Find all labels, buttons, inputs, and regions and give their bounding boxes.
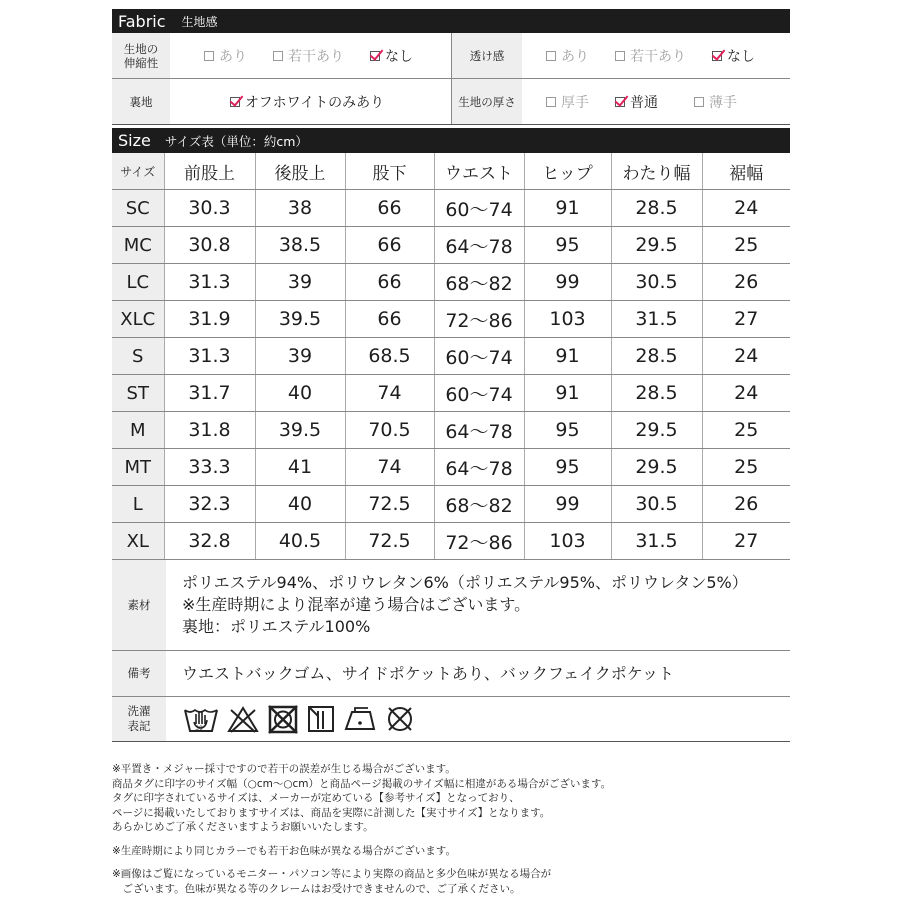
measurement-cell: 74 bbox=[345, 449, 434, 486]
remarks-text: ウエストバックゴム、サイドポケットあり、バックフェイクポケット bbox=[182, 663, 675, 683]
remarks-row bbox=[112, 651, 790, 697]
checked-checkbox-icon bbox=[712, 51, 722, 61]
table-row bbox=[112, 227, 790, 264]
measurement-cell: 68〜82 bbox=[434, 264, 524, 301]
size-column-header: 前股上 bbox=[164, 153, 255, 190]
size-label-cell: SC bbox=[112, 190, 164, 227]
footnote-line: 商品タグに印字のサイズ幅（○cm〜○cm）と商品ページ掲載のサイズ幅に相違がある場合がございます。 bbox=[112, 777, 612, 790]
lining-label: 裏地 bbox=[112, 79, 170, 124]
size-title-en: Size bbox=[118, 131, 151, 150]
size-label-cell: MC bbox=[112, 227, 164, 264]
stretch-option-none bbox=[370, 46, 413, 66]
care-icons bbox=[166, 697, 416, 741]
option-label: 厚手 bbox=[561, 94, 589, 111]
thickness-option-thin bbox=[694, 92, 737, 112]
material-row bbox=[112, 560, 790, 651]
measurement-cell: 72〜86 bbox=[434, 523, 524, 560]
measurement-cell: 39 bbox=[255, 264, 345, 301]
measurement-cell: 25 bbox=[702, 412, 790, 449]
option-label: なし bbox=[385, 48, 413, 65]
size-table-body bbox=[112, 190, 790, 560]
checkbox-icon bbox=[694, 97, 704, 107]
option-label: なし bbox=[727, 48, 755, 65]
size-header bbox=[112, 128, 790, 153]
care-label-line: 洗濯 bbox=[127, 704, 151, 718]
size-column-header: 後股上 bbox=[255, 153, 345, 190]
measurement-cell: 33.3 bbox=[164, 449, 255, 486]
footnote-line: ございます。色味が異なる等のクレームはお受けできませんので、ご了承ください。 bbox=[112, 882, 521, 895]
measurement-cell: 68〜82 bbox=[434, 486, 524, 523]
transparency-options bbox=[522, 33, 755, 78]
measurement-cell: 39.5 bbox=[255, 301, 345, 338]
fabric-title-en: Fabric bbox=[118, 11, 166, 31]
option-label: あり bbox=[561, 48, 589, 65]
measurement-cell: 30.3 bbox=[164, 190, 255, 227]
table-row bbox=[112, 449, 790, 486]
measurement-cell: 72〜86 bbox=[434, 301, 524, 338]
option-label: 若干あり bbox=[630, 48, 686, 65]
measurement-cell: 91 bbox=[524, 338, 611, 375]
measurement-cell: 32.8 bbox=[164, 523, 255, 560]
thickness-option-normal bbox=[615, 92, 658, 112]
measurement-cell: 39 bbox=[255, 338, 345, 375]
measurement-cell: 31.8 bbox=[164, 412, 255, 449]
footnotes bbox=[112, 762, 792, 896]
measurement-cell: 31.3 bbox=[164, 264, 255, 301]
measurement-cell: 99 bbox=[524, 486, 611, 523]
care-label-line: 表記 bbox=[127, 719, 151, 733]
no-dry-clean-icon bbox=[384, 704, 416, 734]
measurement-cell: 91 bbox=[524, 375, 611, 412]
measurement-cell: 25 bbox=[702, 227, 790, 264]
measurement-cell: 60〜74 bbox=[434, 190, 524, 227]
fabric-row-2 bbox=[112, 79, 790, 124]
size-label-cell: L bbox=[112, 486, 164, 523]
checkbox-icon bbox=[273, 51, 283, 61]
care-row bbox=[112, 697, 790, 742]
measurement-cell: 60〜74 bbox=[434, 338, 524, 375]
measurement-cell: 64〜78 bbox=[434, 449, 524, 486]
size-label-cell: ST bbox=[112, 375, 164, 412]
size-label-cell: MT bbox=[112, 449, 164, 486]
size-title-jp: サイズ表（単位：約cm） bbox=[164, 133, 308, 149]
checkbox-icon bbox=[546, 97, 556, 107]
thickness-label: 生地の厚さ bbox=[452, 79, 522, 124]
measurement-cell: 27 bbox=[702, 523, 790, 560]
measurement-cell: 103 bbox=[524, 301, 611, 338]
measurement-cell: 31.5 bbox=[611, 301, 702, 338]
size-label-cell: XL bbox=[112, 523, 164, 560]
remarks-label: 備考 bbox=[112, 651, 166, 696]
size-table-header bbox=[112, 153, 790, 190]
table-row bbox=[112, 375, 790, 412]
material-text bbox=[166, 560, 748, 650]
fabric-header bbox=[112, 9, 790, 33]
measurement-cell: 24 bbox=[702, 375, 790, 412]
measurement-cell: 38.5 bbox=[255, 227, 345, 264]
measurement-cell: 66 bbox=[345, 301, 434, 338]
measurement-cell: 30.8 bbox=[164, 227, 255, 264]
measurement-cell: 28.5 bbox=[611, 338, 702, 375]
size-label-cell: XLC bbox=[112, 301, 164, 338]
measurement-cell: 64〜78 bbox=[434, 227, 524, 264]
measurement-cell: 66 bbox=[345, 264, 434, 301]
measurement-cell: 60〜74 bbox=[434, 375, 524, 412]
fabric-title-jp: 生地感 bbox=[181, 14, 218, 29]
measurement-cell: 28.5 bbox=[611, 375, 702, 412]
footnote-line: あらかじめご了承くださいますようお願いいたします。 bbox=[112, 821, 374, 833]
lining-option bbox=[230, 92, 384, 112]
measurement-cell: 95 bbox=[524, 227, 611, 264]
size-table bbox=[112, 153, 790, 560]
transparency-label: 透け感 bbox=[452, 33, 522, 78]
measurement-cell: 103 bbox=[524, 523, 611, 560]
option-label: あり bbox=[219, 48, 247, 65]
checkbox-icon bbox=[204, 51, 214, 61]
measurement-cell: 66 bbox=[345, 190, 434, 227]
measurement-cell: 40.5 bbox=[255, 523, 345, 560]
table-row bbox=[112, 412, 790, 449]
footnote-line: ページに掲載いたしておりますサイズは、商品を実際に計測した【実寸サイズ】となります。 bbox=[112, 806, 551, 819]
option-label: オフホワイトのみあり bbox=[245, 94, 385, 111]
table-row bbox=[112, 486, 790, 523]
material-label: 素材 bbox=[112, 560, 166, 650]
measurement-cell: 25 bbox=[702, 449, 790, 486]
material-line: ポリエステル94%、ポリウレタン6%（ポリエステル95%、ポリウレタン5%） bbox=[182, 573, 748, 592]
size-column-header: 股下 bbox=[345, 153, 434, 190]
measurement-cell: 99 bbox=[524, 264, 611, 301]
footnote-line: ※画像はご覧になっているモニター・パソコン等により実際の商品と多少色味が異なる場合が bbox=[112, 868, 552, 880]
table-row bbox=[112, 301, 790, 338]
thickness-options bbox=[522, 79, 737, 124]
no-bleach-icon bbox=[226, 704, 260, 734]
measurement-cell: 74 bbox=[345, 375, 434, 412]
checked-checkbox-icon bbox=[230, 97, 240, 107]
measurement-cell: 24 bbox=[702, 338, 790, 375]
measurement-cell: 41 bbox=[255, 449, 345, 486]
measurement-cell: 29.5 bbox=[611, 227, 702, 264]
fabric-row-1 bbox=[112, 33, 790, 79]
measurement-cell: 64〜78 bbox=[434, 412, 524, 449]
size-sheet bbox=[112, 9, 790, 742]
measurement-cell: 39.5 bbox=[255, 412, 345, 449]
footnote-line: タグに印字されているサイズは、メーカーが定めている【参考サイズ】となっており、 bbox=[112, 792, 520, 804]
table-row bbox=[112, 190, 790, 227]
measurement-cell: 24 bbox=[702, 190, 790, 227]
size-column-header: ウエスト bbox=[434, 153, 524, 190]
measurement-cell: 31.9 bbox=[164, 301, 255, 338]
measurement-cell: 30.5 bbox=[611, 264, 702, 301]
lining-options bbox=[170, 79, 451, 124]
measurement-cell: 26 bbox=[702, 486, 790, 523]
measurement-cell: 72.5 bbox=[345, 486, 434, 523]
size-column-header-size: サイズ bbox=[112, 153, 164, 190]
transparency-option-yes bbox=[546, 46, 589, 66]
measurement-cell: 31.5 bbox=[611, 523, 702, 560]
measurement-cell: 30.5 bbox=[611, 486, 702, 523]
stretch-option-slight bbox=[273, 46, 344, 66]
measurement-cell: 95 bbox=[524, 449, 611, 486]
measurement-cell: 27 bbox=[702, 301, 790, 338]
iron-icon bbox=[342, 704, 378, 734]
size-label-cell: S bbox=[112, 338, 164, 375]
fabric-grid bbox=[112, 33, 790, 125]
line-dry-shade-icon bbox=[306, 704, 336, 734]
measurement-cell: 68.5 bbox=[345, 338, 434, 375]
table-row bbox=[112, 264, 790, 301]
measurement-cell: 38 bbox=[255, 190, 345, 227]
stretch-options bbox=[170, 33, 451, 78]
size-column-header: わたり幅 bbox=[611, 153, 702, 190]
checked-checkbox-icon bbox=[370, 51, 380, 61]
checkbox-icon bbox=[546, 51, 556, 61]
size-column-header: ヒップ bbox=[524, 153, 611, 190]
measurement-cell: 72.5 bbox=[345, 523, 434, 560]
table-row bbox=[112, 523, 790, 560]
material-line: 裏地：ポリエステル100% bbox=[182, 617, 371, 636]
option-label: 若干あり bbox=[288, 48, 344, 65]
measurement-cell: 40 bbox=[255, 486, 345, 523]
measurement-cell: 66 bbox=[345, 227, 434, 264]
transparency-option-none bbox=[712, 46, 755, 66]
size-column-header: 裾幅 bbox=[702, 153, 790, 190]
no-tumble-dry-icon bbox=[266, 704, 300, 734]
size-label-cell: LC bbox=[112, 264, 164, 301]
measurement-cell: 91 bbox=[524, 190, 611, 227]
option-label: 普通 bbox=[630, 94, 658, 111]
table-row bbox=[112, 338, 790, 375]
stretch-label bbox=[112, 33, 170, 78]
measurement-cell: 95 bbox=[524, 412, 611, 449]
thickness-option-thick bbox=[546, 92, 589, 112]
measurement-cell: 31.3 bbox=[164, 338, 255, 375]
measurement-cell: 29.5 bbox=[611, 449, 702, 486]
care-label bbox=[112, 697, 166, 741]
checked-checkbox-icon bbox=[615, 97, 625, 107]
footnote-line: ※平置き・メジャー採寸ですので若干の誤差が生じる場合がございます。 bbox=[112, 763, 456, 775]
option-label: 薄手 bbox=[709, 94, 737, 111]
measurement-cell: 31.7 bbox=[164, 375, 255, 412]
size-label-cell: M bbox=[112, 412, 164, 449]
transparency-option-slight bbox=[615, 46, 686, 66]
footnote-line: ※生産時期により同じカラーでも若干お色味が異なる場合がございます。 bbox=[112, 844, 456, 857]
checkbox-icon bbox=[615, 51, 625, 61]
measurement-cell: 40 bbox=[255, 375, 345, 412]
material-line: ※生産時期により混率が違う場合はございます。 bbox=[182, 595, 531, 614]
measurement-cell: 32.3 bbox=[164, 486, 255, 523]
hand-wash-icon bbox=[182, 704, 220, 734]
measurement-cell: 26 bbox=[702, 264, 790, 301]
measurement-cell: 70.5 bbox=[345, 412, 434, 449]
stretch-label-text: 生地の伸縮性 bbox=[123, 41, 159, 70]
measurement-cell: 28.5 bbox=[611, 190, 702, 227]
measurement-cell: 29.5 bbox=[611, 412, 702, 449]
svg-text:30: 30 bbox=[195, 725, 203, 732]
stretch-option-yes bbox=[204, 46, 247, 66]
